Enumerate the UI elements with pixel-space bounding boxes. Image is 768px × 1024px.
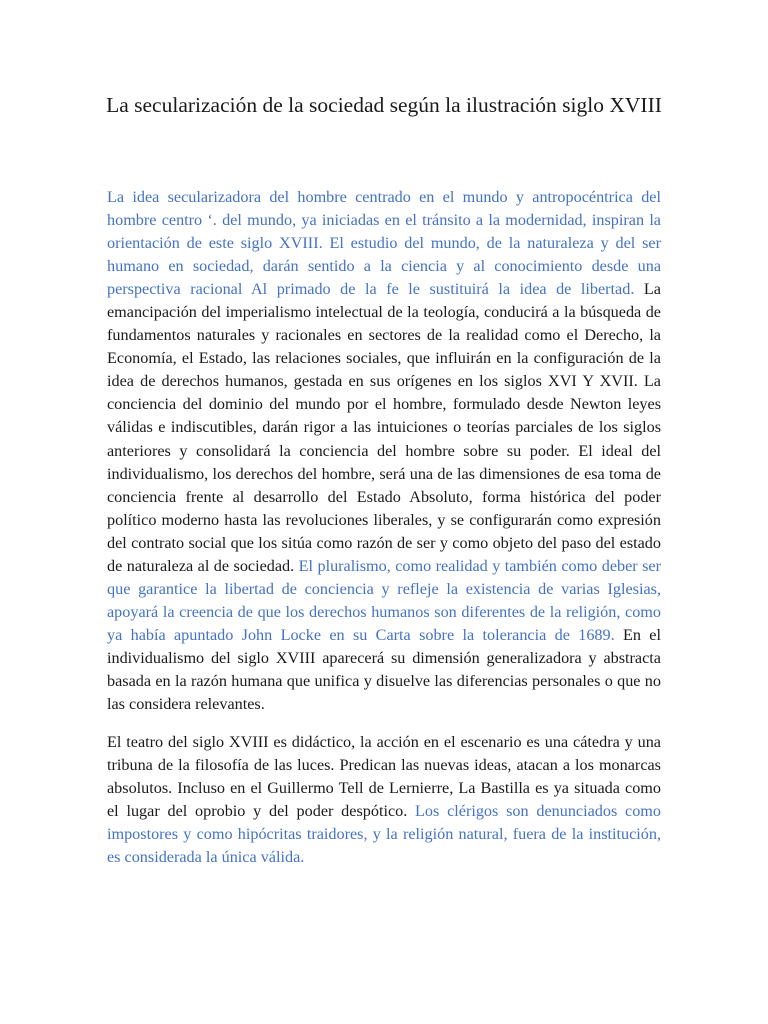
paragraph-1 <box>107 186 661 716</box>
document-title: La secularización de la sociedad según la ilustración siglo XVIII <box>106 93 662 117</box>
body-text-span: El teatro del siglo XVIII es didáctico, la acción en el escenario es una cátedra y una tribuna de la filosofía de las luces. Predican las nuevas ideas, atacan a los monarcas absolutos. Incluso en el Guillermo Tell de Lernierre, La Bastilla es ya situada como el lugar del oprobio y del poder despótico. <box>107 733 661 821</box>
document-body <box>107 186 661 869</box>
highlighted-text: La idea secularizadora del hombre centrado en el mundo y antropocéntrica del hombre centro ‘. del mundo, ya iniciadas en el tránsito a la modernidad, inspiran la orientación de este siglo XVIII. El estudio del mundo, de la naturaleza y del ser humano en sociedad, darán sentido a la ciencia y al conocimiento desde una perspectiva racional Al primado de la fe le sustituirá la idea de libertad. <box>107 188 661 299</box>
body-text-span: En el individualismo del siglo XVIII aparecerá su dimensión generalizadora y abstracta basada en la razón humana que unifica y disuelve las diferencias personales o que no las considera relevantes. <box>107 625 661 714</box>
highlighted-text: El pluralismo, como realidad y también como deber ser que garantice la libertad de conciencia y refleje la existencia de varias Iglesias, apoyará la creencia de que los derechos humanos son diferentes de la religión, como ya había apuntado John Locke en su Carta sobre la tolerancia de 1689. <box>107 556 661 644</box>
highlighted-text: Los clérigos son denunciados como impostores y como hipócritas traidores, y la religión natural, fuera de la institución, es considerada la única válida. <box>107 802 661 867</box>
paragraph-2 <box>107 731 661 869</box>
body-text-span: La emancipación del imperialismo intelectual de la teología, conducirá a la búsqueda de fundamentos naturales y racionales en sectores de la realidad como el Derecho, la Economía, el Estado, las relaciones sociales, que influirán en la configuración de la idea de derechos humanos, gestada en sus orígenes en los siglos XVI Y XVII. La conciencia del dominio del mundo por el hombre, formulado desde Newton leyes válidas e indiscutibles, darán rigor a las intuiciones o teorías parciales de los siglos anteriores y consolidará la conciencia del hombre sobre su poder. El ideal del individualismo, los derechos del hombre, será una de las dimensiones de esa toma de conciencia frente al desarrollo del Estado Absoluto, forma histórica del poder político moderno hasta las revoluciones liberales, y se configurarán como expresión del contrato social que los sitúa como razón de ser y como objeto del paso del estado de naturaleza al de sociedad. <box>107 280 661 575</box>
